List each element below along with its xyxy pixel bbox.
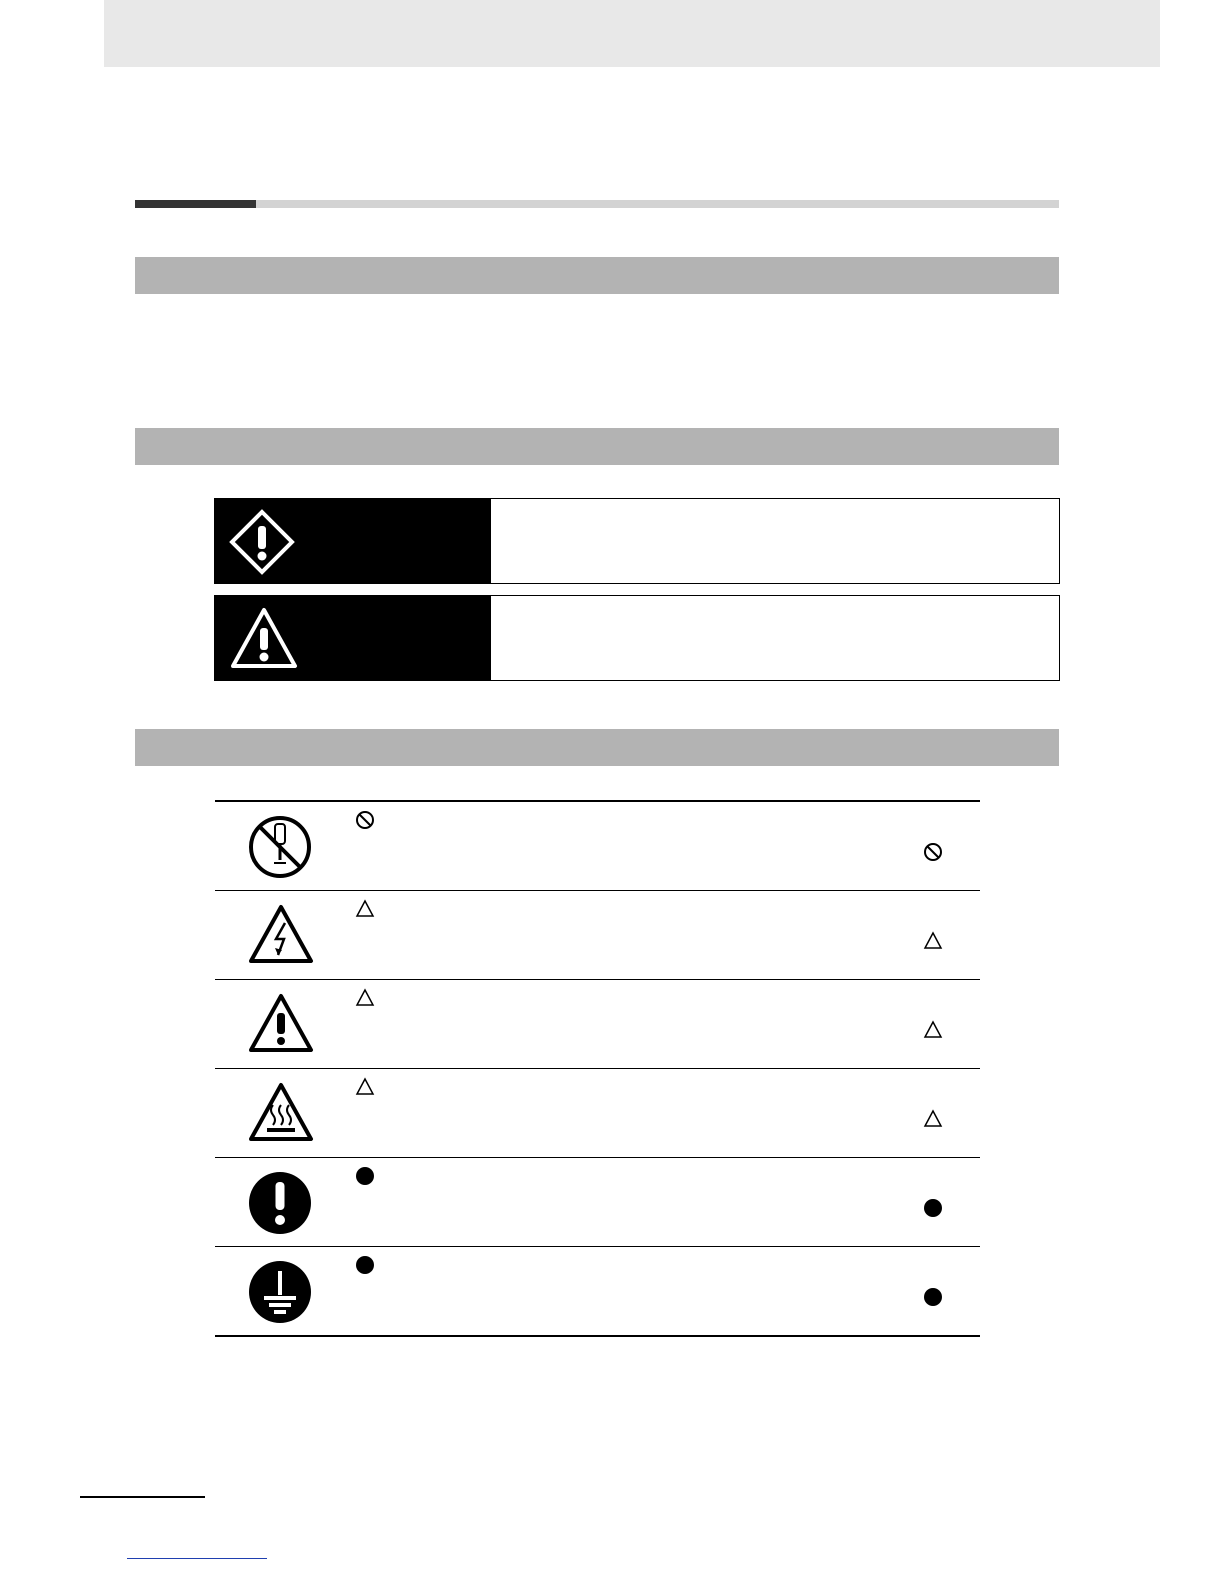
general-caution-icon xyxy=(247,992,315,1054)
footer-rule xyxy=(80,1496,205,1498)
section-heading-bar-2 xyxy=(135,428,1059,465)
mandatory-action-icon xyxy=(247,1170,313,1236)
ground-connection-icon xyxy=(247,1259,313,1325)
table-row xyxy=(215,979,980,1068)
chapter-title-rule xyxy=(135,200,1059,208)
signal-label-panel xyxy=(215,499,491,583)
hot-surface-icon xyxy=(247,1081,315,1143)
title-rule-accent xyxy=(135,200,256,208)
no-disassembly-icon xyxy=(247,814,313,880)
table-row xyxy=(215,1246,980,1337)
section-heading-bar-3 xyxy=(135,729,1059,766)
caution-triangle-icon xyxy=(355,1077,375,1097)
caution-triangle-icon xyxy=(923,931,943,951)
caution-triangle-icon xyxy=(229,606,299,670)
signal-box-warning xyxy=(214,498,1060,584)
mandatory-dot-icon xyxy=(355,1255,375,1275)
caution-triangle-icon xyxy=(923,1020,943,1040)
danger-diamond-icon xyxy=(229,509,295,575)
caution-triangle-icon xyxy=(923,1109,943,1129)
caution-triangle-icon xyxy=(355,988,375,1008)
footer-link-underline[interactable] xyxy=(127,1558,267,1559)
mandatory-dot-icon xyxy=(355,1166,375,1186)
prohibition-circle-icon xyxy=(355,810,375,830)
signal-label-panel xyxy=(215,596,491,680)
page-header-band xyxy=(104,0,1160,67)
signal-box-caution xyxy=(214,595,1060,681)
title-rule-line xyxy=(256,200,1059,208)
prohibition-circle-icon xyxy=(923,842,943,862)
section-heading-bar-1 xyxy=(135,257,1059,294)
table-row xyxy=(215,890,980,979)
table-row xyxy=(215,800,980,890)
table-row xyxy=(215,1068,980,1157)
caution-triangle-icon xyxy=(355,899,375,919)
table-row xyxy=(215,1157,980,1246)
mandatory-dot-icon xyxy=(923,1287,943,1307)
electric-shock-icon xyxy=(247,903,315,965)
mandatory-dot-icon xyxy=(923,1198,943,1218)
symbol-table xyxy=(215,800,980,1337)
